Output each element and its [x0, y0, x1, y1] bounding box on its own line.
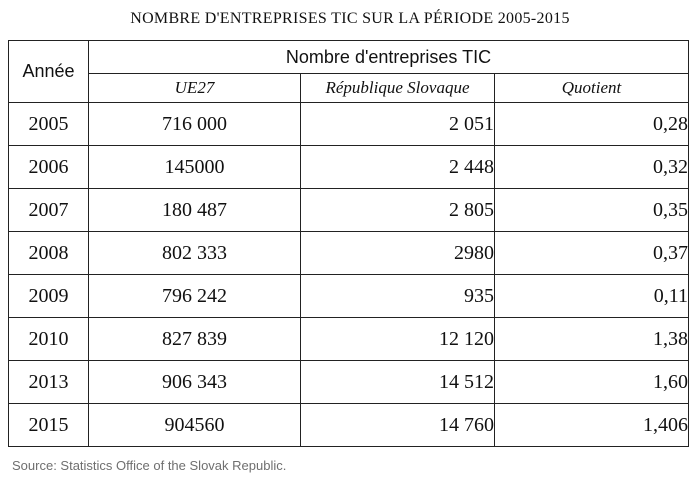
- header-row-columns: [9, 74, 689, 103]
- table-row: [9, 146, 689, 189]
- year-column-header: Année: [9, 41, 89, 103]
- year-cell: 2005: [9, 103, 89, 146]
- table-row: [9, 232, 689, 275]
- header-row-group: [9, 41, 689, 74]
- group-column-header: Nombre d'entreprises TIC: [89, 41, 689, 74]
- slovakia-cell: 2 448: [301, 146, 495, 189]
- quotient-column-header: Quotient: [495, 74, 689, 103]
- table-row: [9, 404, 689, 447]
- quotient-cell: 1,406: [495, 404, 689, 447]
- quotient-cell: 0,35: [495, 189, 689, 232]
- quotient-cell: 0,11: [495, 275, 689, 318]
- ue27-cell: 827 839: [89, 318, 301, 361]
- ue27-cell: 145000: [89, 146, 301, 189]
- slovakia-cell: 2 051: [301, 103, 495, 146]
- slovakia-cell: 2980: [301, 232, 495, 275]
- year-cell: 2008: [9, 232, 89, 275]
- slovakia-cell: 14 760: [301, 404, 495, 447]
- ue27-column-header: UE27: [89, 74, 301, 103]
- table-row: [9, 275, 689, 318]
- ue27-cell: 180 487: [89, 189, 301, 232]
- year-cell: 2013: [9, 361, 89, 404]
- ue27-cell: 904560: [89, 404, 301, 447]
- slovakia-cell: 2 805: [301, 189, 495, 232]
- ue27-cell: 716 000: [89, 103, 301, 146]
- quotient-cell: 0,32: [495, 146, 689, 189]
- year-cell: 2006: [9, 146, 89, 189]
- table-row: [9, 361, 689, 404]
- slovakia-cell: 14 512: [301, 361, 495, 404]
- slovakia-cell: 935: [301, 275, 495, 318]
- table-row: [9, 318, 689, 361]
- year-cell: 2007: [9, 189, 89, 232]
- table-row: [9, 189, 689, 232]
- quotient-cell: 0,37: [495, 232, 689, 275]
- quotient-cell: 1,60: [495, 361, 689, 404]
- source-note: Source: Statistics Office of the Slovak Republic.: [12, 458, 287, 473]
- ue27-cell: 796 242: [89, 275, 301, 318]
- slovakia-cell: 12 120: [301, 318, 495, 361]
- quotient-cell: 0,28: [495, 103, 689, 146]
- year-cell: 2009: [9, 275, 89, 318]
- year-cell: 2015: [9, 404, 89, 447]
- table-title: NOMBRE D'ENTREPRISES TIC SUR LA PÉRIODE 2005-2015: [130, 10, 570, 27]
- ue27-cell: 906 343: [89, 361, 301, 404]
- slovakia-column-header: République Slovaque: [301, 74, 495, 103]
- table-row: [9, 103, 689, 146]
- quotient-cell: 1,38: [495, 318, 689, 361]
- ue27-cell: 802 333: [89, 232, 301, 275]
- ict-enterprises-table: [8, 40, 689, 447]
- year-cell: 2010: [9, 318, 89, 361]
